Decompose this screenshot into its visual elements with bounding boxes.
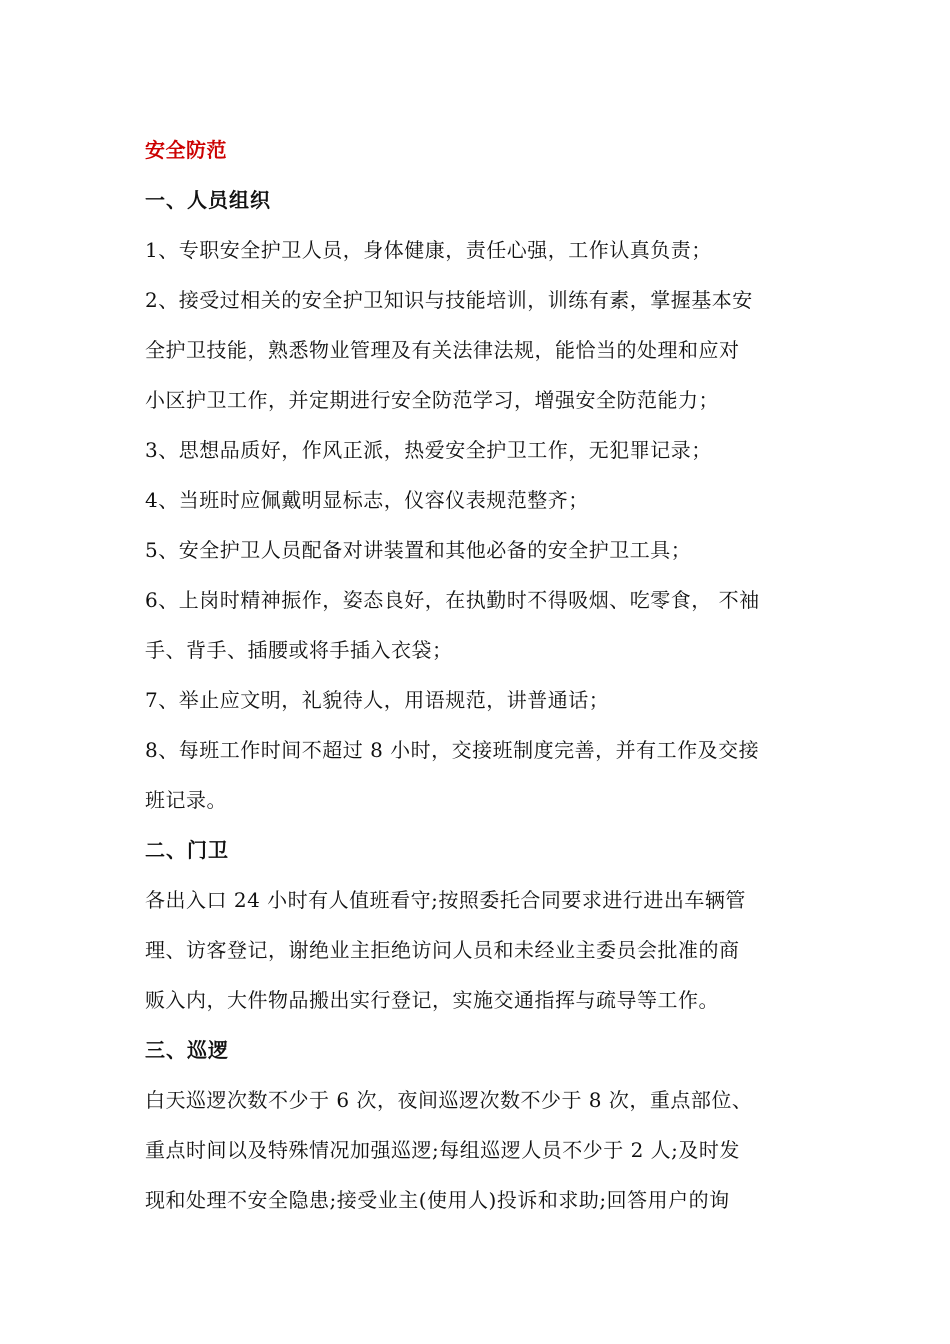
paragraph-line: 2、接受过相关的安全护卫知识与技能培训，训练有素，掌握基本安 xyxy=(145,288,753,312)
section-heading-personnel: 一、人员组织 xyxy=(145,188,271,212)
paragraph-line: 手、背手、插腰或将手插入衣袋； xyxy=(145,638,453,662)
paragraph-line: 各出入口 24 小时有人值班看守;按照委托合同要求进行进出车辆管 xyxy=(145,888,746,912)
paragraph-line: 贩入内，大件物品搬出实行登记，实施交通指挥与疏导等工作。 xyxy=(145,988,719,1012)
section-heading-gate-guard: 二、门卫 xyxy=(145,838,229,862)
paragraph-line: 全护卫技能，熟悉物业管理及有关法律法规，能恰当的处理和应对 xyxy=(145,338,740,362)
paragraph-line: 3、思想品质好，作风正派，热爱安全护卫工作，无犯罪记录； xyxy=(145,438,712,462)
paragraph-line: 班记录。 xyxy=(145,788,227,812)
paragraph-line: 小区护卫工作，并定期进行安全防范学习，增强安全防范能力； xyxy=(145,388,719,412)
paragraph-line: 1、专职安全护卫人员，身体健康，责任心强，工作认真负责； xyxy=(145,238,712,262)
paragraph-line: 4、当班时应佩戴明显标志，仪容仪表规范整齐； xyxy=(145,488,589,512)
paragraph-line: 7、举止应文明，礼貌待人，用语规范，讲普通话； xyxy=(145,688,610,712)
document-title: 安全防范 xyxy=(145,138,227,162)
paragraph-line: 5、安全护卫人员配备对讲装置和其他必备的安全护卫工具； xyxy=(145,538,692,562)
paragraph-line: 理、访客登记，谢绝业主拒绝访问人员和未经业主委员会批准的商 xyxy=(145,938,740,962)
paragraph-line: 8、每班工作时间不超过 8 小时，交接班制度完善，并有工作及交接 xyxy=(145,738,760,762)
paragraph-line: 重点时间以及特殊情况加强巡逻;每组巡逻人员不少于 2 人;及时发 xyxy=(145,1138,740,1162)
paragraph-line: 白天巡逻次数不少于 6 次，夜间巡逻次数不少于 8 次，重点部位、 xyxy=(145,1088,753,1112)
paragraph-line: 6、上岗时精神振作，姿态良好，在执勤时不得吸烟、吃零食， 不袖 xyxy=(145,588,760,612)
section-heading-patrol: 三、巡逻 xyxy=(145,1038,229,1062)
paragraph-line: 现和处理不安全隐患;接受业主(使用人)投诉和求助;回答用户的询 xyxy=(145,1188,730,1212)
